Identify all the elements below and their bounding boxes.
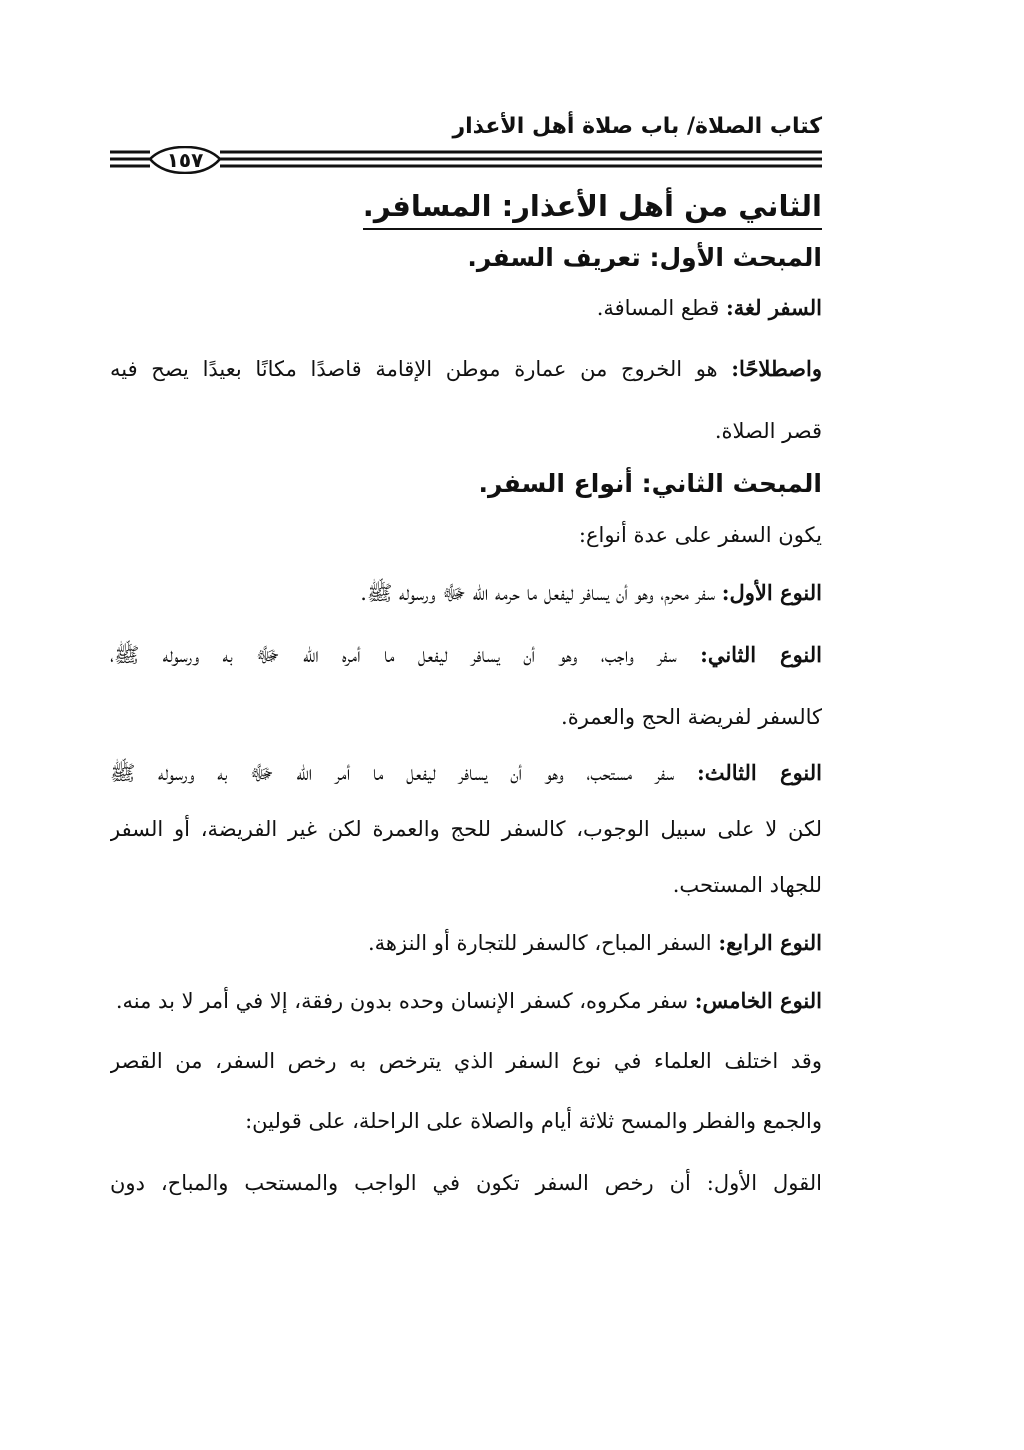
term-label: النوع الأول:	[721, 580, 822, 605]
text-line	[110, 756, 822, 790]
text-line: يكون السفر على عدة أنواع:	[578, 523, 822, 547]
text-line: لكن لا على سبيل الوجوب، كالسفر للحج والعمرة لكن غير الفريضة، أو السفر	[110, 817, 822, 841]
text-line: القول الأول: أن رخص السفر تكون في الواجب والمستحب والمباح، دون	[110, 1171, 822, 1195]
term-label: النوع الثالث:	[697, 760, 822, 785]
text-line	[368, 926, 822, 960]
chapter-title: الثاني من أهل الأعذار: المسافر.	[363, 186, 822, 230]
book-page	[110, 0, 822, 1450]
section-title-types: المبحث الثاني: أنواع السفر.	[478, 469, 822, 498]
term-label: النوع الخامس:	[694, 988, 822, 1013]
text-line: وقد اختلف العلماء في نوع السفر الذي يترخص به رخص السفر، من القصر	[110, 1049, 822, 1073]
text-line: للجهاد المستحب.	[672, 873, 822, 897]
term-text: قطع المسافة.	[596, 296, 726, 320]
text-line	[110, 352, 822, 386]
text-line	[360, 576, 822, 610]
term-text: السفر المباح، كالسفر للتجارة أو النزهة.	[367, 931, 719, 955]
term-text: سفر محرم، وهو أن يسافر ليفعل ما حرمه الله ﷻ ورسوله ﷺ.	[360, 581, 722, 605]
term-text: سفر مستحب، وهو أن يسافر ليفعل ما أمر الله ﷻ به ورسوله ﷺ	[110, 761, 698, 785]
text-line: قصر الصلاة.	[714, 419, 822, 443]
running-header: كتاب الصلاة/ باب صلاة أهل الأعذار	[452, 114, 822, 139]
term-label: السفر لغة:	[725, 295, 822, 320]
text-line	[110, 638, 822, 672]
text-line	[116, 984, 822, 1018]
page-number: ١٥٧	[166, 148, 204, 172]
term-label: النوع الثاني:	[700, 642, 822, 667]
term-text: سفر مكروه، كسفر الإنسان وحده بدون رفقة، إلا في أمر لا بد منه.	[115, 989, 695, 1013]
term-label: النوع الرابع:	[718, 930, 822, 955]
text-line: والجمع والفطر والمسح ثلاثة أيام والصلاة على الراحلة، على قولين:	[245, 1109, 822, 1133]
text-line	[597, 291, 822, 325]
term-text: سفر واجب، وهو أن يسافر ليفعل ما أمره الله ﷻ به ورسوله ﷺ،	[110, 643, 701, 667]
section-title-definition: المبحث الأول: تعريف السفر.	[467, 243, 822, 272]
text-line: كالسفر لفريضة الحج والعمرة.	[561, 705, 822, 729]
term-label: واصطلاحًا:	[731, 356, 822, 381]
term-text: هو الخروج من عمارة موطن الإقامة قاصدًا مكانًا بعيدًا يصح فيه	[110, 357, 732, 381]
